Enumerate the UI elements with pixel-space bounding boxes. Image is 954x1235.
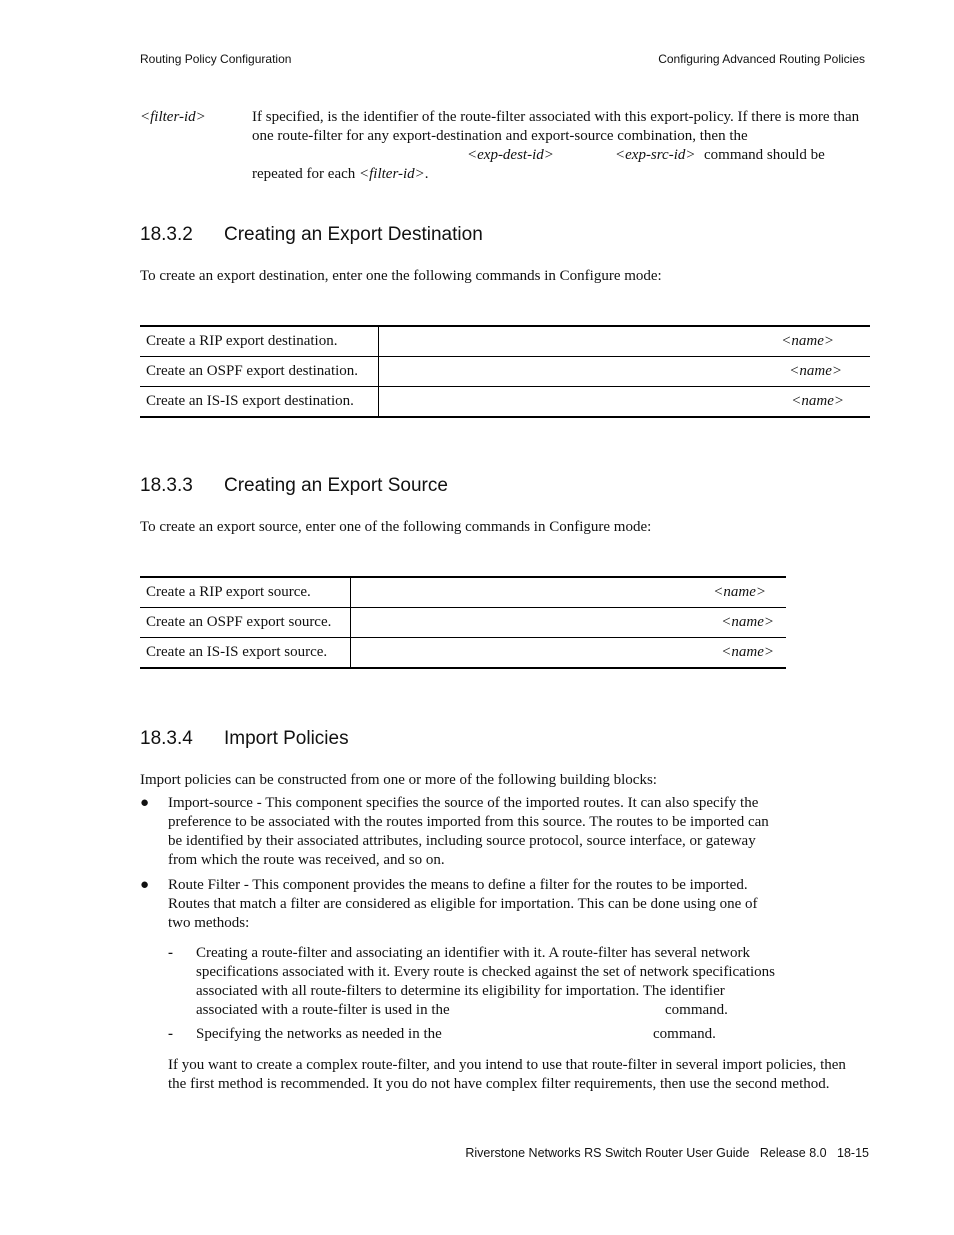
exp-dest-id-text: <exp-dest-id> — [467, 147, 554, 163]
param-description — [252, 108, 882, 184]
sub-list-item-line: associated with all route-filters to determine its eligibility for importation. The identifier — [196, 983, 725, 999]
paragraph-line: the first method is recommended. It you do not have complex filter requirements, then use the second method. — [168, 1076, 830, 1092]
param-desc-line — [252, 146, 882, 165]
table-cell-description: Create an OSPF export source. — [140, 608, 351, 638]
table-cell-command: <name> — [721, 614, 774, 630]
param-desc-line: If specified, is the identifier of the route-filter associated with this export-policy. If there is more than — [252, 109, 860, 125]
dash-icon: - — [168, 1026, 173, 1042]
footer-guide-title: Riverstone Networks RS Switch Router User Guide — [465, 1146, 750, 1160]
list-item — [140, 794, 790, 870]
running-footer — [465, 1146, 869, 1160]
param-term: <filter-id> — [140, 109, 206, 125]
sub-list-item-line: associated with a route-filter is used in the command. — [196, 1002, 728, 1018]
sub-list-item: - Specifying the networks as needed in the command. — [168, 1026, 716, 1042]
exp-src-id-text: <exp-src-id> — [615, 147, 696, 163]
running-header-left: Routing Policy Configuration — [140, 52, 292, 66]
section-heading-export-source: 18.3.3 Creating an Export Source — [140, 475, 448, 496]
table-cell-command: <name> — [713, 584, 766, 600]
export-destination-command-table — [140, 325, 870, 418]
table-cell-description: Create a RIP export destination. — [140, 326, 379, 357]
export-source-command-table — [140, 576, 786, 669]
param-desc-line: one route-filter for any export-destination and export-source combination, then the — [252, 128, 748, 144]
running-header-right: Configuring Advanced Routing Policies — [658, 52, 865, 66]
table-cell-command: <name> — [789, 363, 842, 379]
list-item-line: be identified by their associated attributes, including source protocol, source interface, or gateway — [168, 833, 756, 849]
sub-list-item — [168, 944, 808, 1020]
closing-paragraph — [168, 1056, 878, 1094]
paragraph-line: If you want to create a complex route-filter, and you intend to use that route-filter in several import policies, then — [168, 1057, 846, 1073]
table-row — [140, 638, 786, 669]
section-intro: Import policies can be constructed from one or more of the following building blocks: — [140, 772, 657, 788]
dash-icon: - — [168, 945, 173, 961]
list-item-line: from which the route was received, and so on. — [168, 852, 445, 868]
sub-list-item-line: specifications associated with it. Every route is checked against the set of network specifications — [196, 964, 775, 980]
building-blocks-list — [140, 794, 790, 939]
table-cell-description: Create an IS-IS export source. — [140, 638, 351, 669]
table-row — [140, 326, 870, 357]
bullet-icon: ● — [140, 795, 150, 811]
section-heading-import-policies: 18.3.4 Import Policies — [140, 728, 349, 749]
param-desc-line: repeated for each <filter-id>. — [252, 166, 429, 182]
table-cell-description: Create a RIP export source. — [140, 577, 351, 608]
table-row — [140, 357, 870, 387]
list-item-line: Import-source - This component specifies the source of the imported routes. It can also specify the — [168, 795, 759, 811]
table-row — [140, 608, 786, 638]
table-cell-description: Create an OSPF export destination. — [140, 357, 379, 387]
table-row — [140, 387, 870, 418]
table-cell-command: <name> — [721, 644, 774, 660]
footer-page-number: 18-15 — [837, 1146, 869, 1160]
table-cell-command: <name> — [781, 333, 834, 349]
section-intro: To create an export source, enter one of the following commands in Configure mode: — [140, 519, 652, 535]
list-item — [140, 876, 790, 933]
list-item-line: two methods: — [168, 915, 250, 931]
list-item-line: Routes that match a filter are considered as eligible for importation. This can be done using one of — [168, 896, 758, 912]
list-item-line: Route Filter - This component provides the means to define a filter for the routes to be imported. — [168, 877, 748, 893]
list-item-line: preference to be associated with the routes imported from this source. The routes to be imported can — [168, 814, 769, 830]
sub-list-item-line: Creating a route-filter and associating an identifier with it. A route-filter has several network — [196, 945, 750, 961]
section-intro: To create an export destination, enter one the following commands in Configure mode: — [140, 268, 662, 284]
footer-release: Release 8.0 — [759, 1146, 827, 1160]
section-heading-export-destination: 18.3.2 Creating an Export Destination — [140, 224, 483, 245]
table-cell-command: <name> — [791, 393, 844, 409]
bullet-icon: ● — [140, 877, 150, 893]
command-should-be-text: command should be — [704, 147, 825, 163]
table-row — [140, 577, 786, 608]
table-cell-description: Create an IS-IS export destination. — [140, 387, 379, 418]
